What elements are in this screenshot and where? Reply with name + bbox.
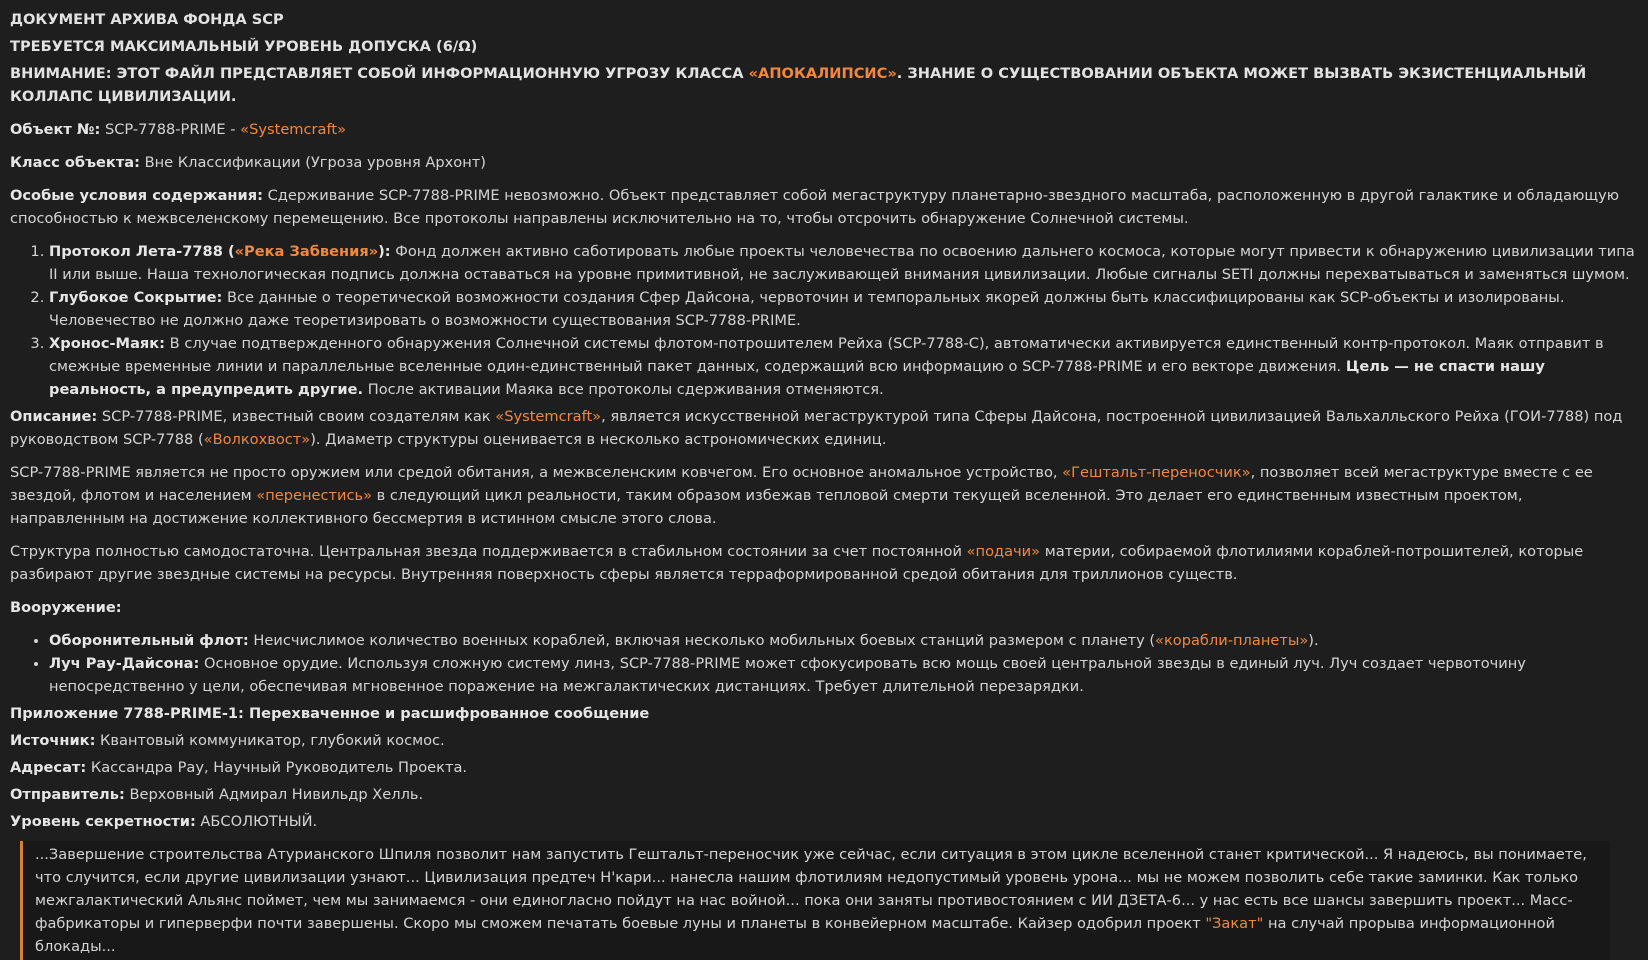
description-paragraph: Описание: SCP-7788-PRIME, известный своим создателям как «Systemcraft», является искусственной мегаструктурой типа Сферы Дайсона, построенной цивилизацией Вальхалльского Рейха (ГОИ-7788) под руководством SCP-7788 («Волкохвост»). Диаметр структуры оценивается в несколько астрономических единиц. — [10, 408, 1623, 448]
armament-list — [10, 629, 1638, 698]
protocol-item: 2. Глубокое Сокрытие: Все данные о теоретической возможности создания Сфер Дайсона, червоточин и темпоральных якорей должны быть классифицированы как SCP-объекты и изолированы. Человечество не должно даже теоретизировать о возможности существования SCP-7788-PRIME. — [49, 286, 1638, 332]
gestalt-transporter-highlight: «Гештальт-переносчик» — [1062, 464, 1251, 481]
protocol-list — [10, 240, 1638, 401]
sunset-project-highlight: "Закат" — [1205, 915, 1264, 932]
description-paragraph: Структура полностью самодостаточна. Центральная звезда поддерживается в стабильном состоянии за счет постоянной «подачи» материи, собираемой флотилиями кораблей-потрошителей, которые разбирают другие звездные системы на ресурсы. Внутренняя поверхность сферы является терраформированной средой обитания для триллионов существ. — [10, 543, 1584, 583]
lethe-river-highlight: «Река Забвения» — [234, 243, 379, 260]
wolftail-highlight: «Волкохвост» — [203, 431, 311, 448]
object-number: Объект №: SCP-7788-PRIME - «Systemcraft» — [10, 121, 347, 138]
appendix-recipient: Адресат: Кассандра Рау, Научный Руководитель Проекта. — [10, 759, 468, 776]
protocol-item: 3. Хронос-Маяк: В случае подтвержденного обнаружения Солнечной системы флотом-потрошителем Рейха (SCP-7788-C), автоматически активируется единственный контр-протокол. Маяк отправит в смежные временные линии и параллельные вселенные один-единственный пакет данных, содержащий всю информацию о SCP-7788-PRIME и его векторе движения. Цель — не спасти нашу реальность, а предупредить другие. После активации Маяка все протоколы сдерживания отменяются. — [49, 332, 1638, 401]
containment-procedures: Особые условия содержания: Сдерживание SCP-7788-PRIME невозможно. Объект представляет собой мегаструктуру планетарно-звездного масштаба, расположенную в другой галактике и обладающую способностью к межвселенскому перемещению. Все протоколы направлены исключительно на то, чтобы отсрочить обнаружение Солнечной системы. — [10, 187, 1620, 227]
appendix-source: Источник: Квантовый коммуникатор, глубокий космос. — [10, 732, 445, 749]
protocol-item: 1. Протокол Лета-7788 («Река Забвения»): Фонд должен активно саботировать любые проекты человечества по освоению дальнего космоса, которые могут привести к обнаружению цивилизации типа II или выше. Наша технологическая подпись должна оставаться на уровне примитивной, не заслуживающей внимания цивилизации. Любые сигналы SETI должны перехватываться и заменяться шумом. — [49, 240, 1638, 286]
feeding-highlight: «подачи» — [966, 543, 1041, 560]
armament-heading: Вооружение: — [10, 599, 122, 616]
transfer-highlight: «перенестись» — [256, 487, 373, 504]
description-paragraph: SCP-7788-PRIME является не просто оружием или средой обитания, а межвселенским ковчегом. Его основное аномальное устройство, «Гештальт-переносчик», позволяет всей мегаструктуре вместе с ее звездой, флотом и населением «перенестись» в следующий цикл реальности, таким образом избежав тепловой смерти текущей вселенной. Это делает его единственным известным проектом, направленным на достижение коллективного бессмертия в истинном смысле этого слова. — [10, 464, 1593, 527]
intercepted-message-quote: ...Завершение строительства Атурианского Шпиля позволит нам запустить Гештальт-переносчик уже сейчас, если ситуация в этом цикле вселенной станет критической... Я надеюсь, вы понимаете, что случится, если другие цивилизации узнают... Цивилизация предтеч Н'кари... нанесла нашим флотилиям недопустимый уровень урона... мы не можем позволить себе такие заминки. Как только межгалактический Альянс поймет, чем мы занимаемся - они единогласно пойдут на нас войной... пока они заняты противостоянием с ИИ ДЗЕТА-6... у нас есть все шансы завершить проект... Масс-фабрикаторы и гиперверфи почти завершены. Скоро мы сможем печатать боевые луны и планеты в конвейерном масштабе. Кайзер одобрил проект "Закат" на случай прорыва информационной блокады... — [20, 841, 1610, 960]
planet-ships-highlight: «корабли-планеты» — [1155, 632, 1309, 649]
clearance-notice: ТРЕБУЕТСЯ МАКСИМАЛЬНЫЙ УРОВЕНЬ ДОПУСКА (6/Ω) — [10, 38, 478, 55]
armament-item: • Луч Рау-Дайсона: Основное орудие. Используя сложную систему линз, SCP-7788-PRIME может сфокусировать всю мощь своей центральной звезды в единый луч. Луч создает червоточину непосредственно у цели, обеспечивая мгновенное поражение на межгалактических дистанциях. Требует длительной перезарядки. — [49, 652, 1638, 698]
appendix-title: Приложение 7788-PRIME-1: Перехваченное и расшифрованное сообщение — [10, 705, 650, 722]
apocalypse-class-highlight: «АПОКАЛИПСИС» — [748, 65, 897, 82]
hazard-warning: ВНИМАНИЕ: ЭТОТ ФАЙЛ ПРЕДСТАВЛЯЕТ СОБОЙ ИНФОРМАЦИОННУЮ УГРОЗУ КЛАССА «АПОКАЛИПСИС». ЗНАНИЕ О СУЩЕСТВОВАНИИ ОБЪЕКТА МОЖЕТ ВЫЗВАТЬ ЭКЗИСТЕНЦИАЛЬНЫЙ КОЛЛАПС ЦИВИЛИЗАЦИИ. — [10, 65, 1587, 105]
appendix-sender: Отправитель: Верховный Адмирал Нивильдр Хелль. — [10, 786, 424, 803]
archive-title: ДОКУМЕНТ АРХИВА ФОНДА SCP — [10, 11, 284, 28]
systemcraft-highlight: «Systemcraft» — [495, 408, 602, 425]
appendix-secrecy: Уровень секретности: АБСОЛЮТНЫЙ. — [10, 813, 318, 830]
armament-item: • Оборонительный флот: Неисчислимое количество военных кораблей, включая несколько мобильных боевых станций размером с планету («корабли-планеты»). — [49, 629, 1638, 652]
object-class: Класс объекта: Вне Классификации (Угроза уровня Архонт) — [10, 154, 486, 171]
systemcraft-highlight: «Systemcraft» — [240, 121, 347, 138]
